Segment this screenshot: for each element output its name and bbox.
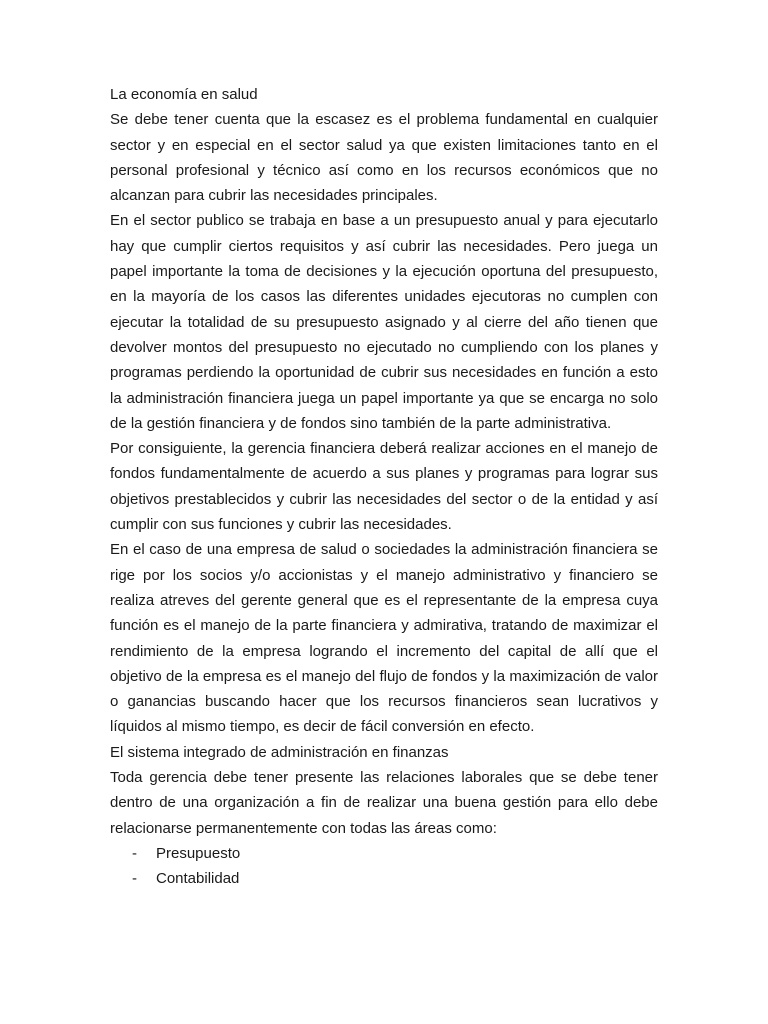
- paragraph-relaciones-laborales: Toda gerencia debe tener presente las relaciones laborales que se debe tener dentro de una organización a fin de realizar una buena gestión para ello debe relacionarse permanentemente con todas las áreas como:: [110, 769, 658, 837]
- bullet-dash: -: [132, 844, 137, 862]
- document-title: La economía en salud: [110, 86, 258, 103]
- paragraph-sector-publico: En el sector publico se trabaja en base a un presupuesto anual y para ejecutarlo hay que cumplir ciertos requisitos y así cubrir las necesidades. Pero juega un papel importante la toma de decisiones y la ejecución oportuna del presupuesto, en la mayoría de los casos las diferentes unidades ejecutoras no cumplen con ejecutar la totalidad de su presupuesto asignado y al cierre del año tienen que devolver montos del presupuesto no ejecutado no cumpliendo con los planes y programas perdiendo la oportunidad de cubrir sus necesidades en función a esto la administración financiera juega un papel importante ya que se encarga no solo de la gestión financiera y de fondos sino también de la parte administrativa.: [110, 212, 658, 432]
- list-item-label: Contabilidad: [156, 870, 240, 888]
- areas-list: [110, 841, 658, 892]
- list-item-label: Presupuesto: [156, 844, 241, 862]
- document-body: [110, 82, 658, 892]
- bullet-dash: -: [132, 870, 137, 888]
- paragraph-gerencia-financiera: Por consiguiente, la gerencia financiera deberá realizar acciones en el manejo de fondos fundamentalmente de acuerdo a sus planes y programas para lograr sus objetivos prestablecidos y cubrir las necesidades del sector o de la entidad y así cumplir con sus funciones y cubrir las necesidades.: [110, 440, 658, 534]
- section-heading: El sistema integrado de administración en finanzas: [110, 743, 449, 761]
- paragraph-escasez: Se debe tener cuenta que la escasez es el problema fundamental en cualquier sector y en especial en el sector salud ya que existen limitaciones tanto en el personal profesional y técnico así como en los recursos económicos que no alcanzan para cubrir las necesidades principales.: [110, 111, 658, 205]
- list-item: [110, 841, 658, 866]
- paragraph-empresa-salud: En el caso de una empresa de salud o sociedades la administración financiera se rige por los socios y/o accionistas y el manejo administrativo y financiero se realiza atreves del gerente general que es el representante de la empresa cuya función es el manejo de la parte financiera y admirativa, tratando de maximizar el rendimiento de la empresa logrando el incremento del capital de allí que el objetivo de la empresa es el manejo del flujo de fondos y la maximización de valor o ganancias buscando hacer que los recursos financieros sean lucrativos y líquidos al mismo tiempo, es decir de fácil conversión en efecto.: [110, 541, 658, 736]
- list-item: [110, 866, 658, 891]
